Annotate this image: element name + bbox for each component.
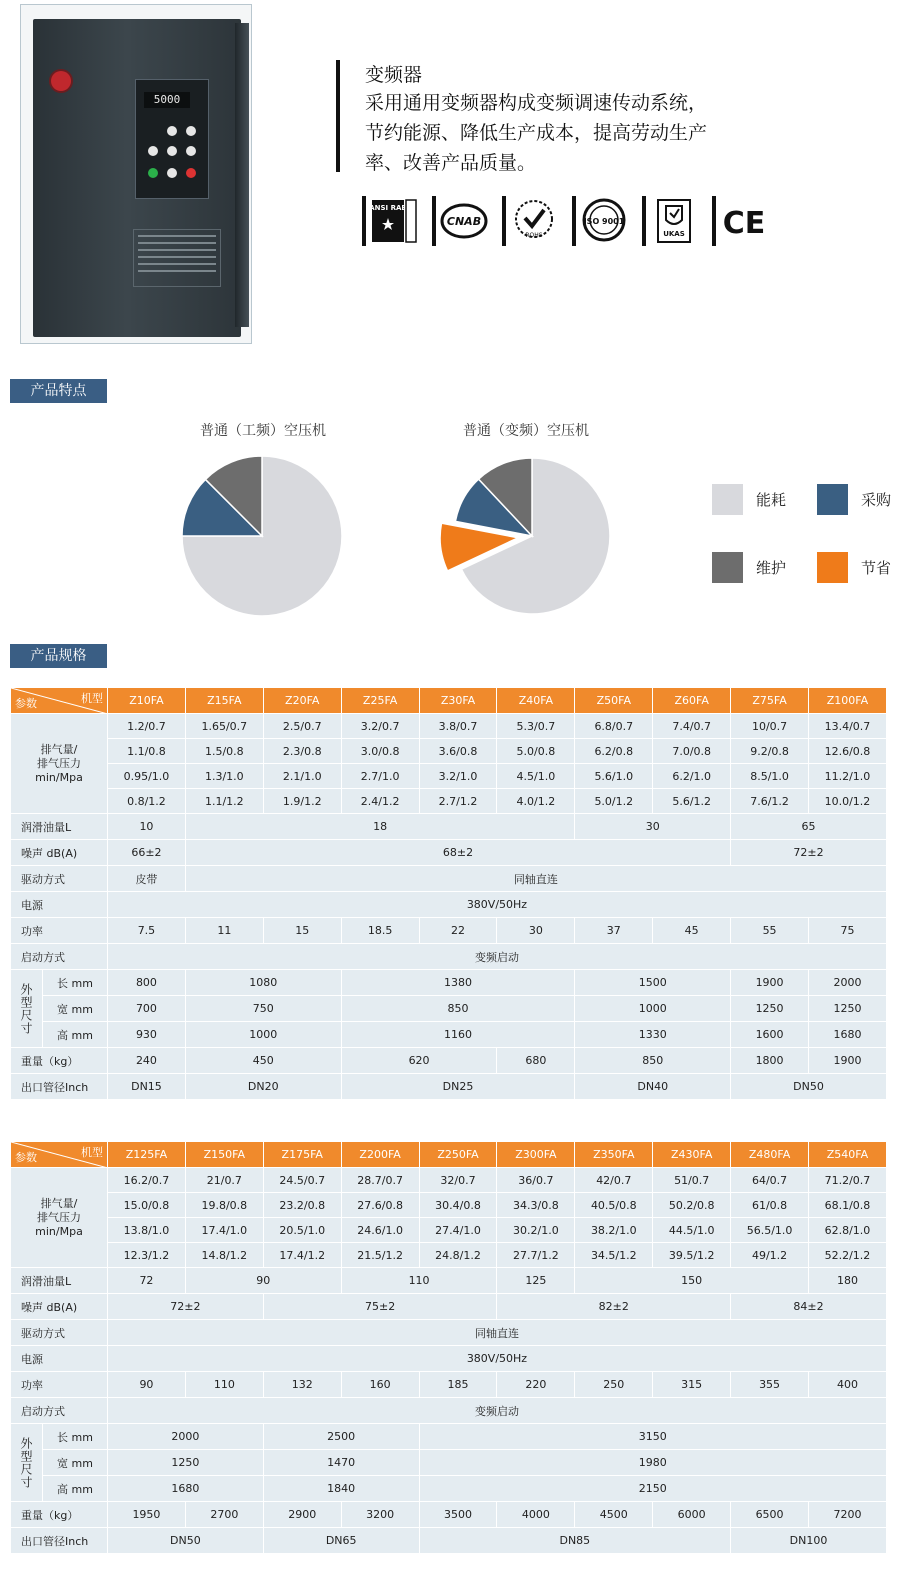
oil-cell: 72 — [108, 1268, 186, 1294]
flow-cell: 30.2/1.0 — [497, 1218, 575, 1243]
cert-ce-text: CE — [722, 206, 766, 241]
oil-cell: 65 — [731, 814, 887, 840]
pie1-title: 普通（工频）空压机 — [200, 423, 326, 439]
power-cell: 250 — [575, 1372, 653, 1398]
power-cell: 55 — [731, 918, 809, 944]
flow-cell: 1.1/0.8 — [108, 739, 186, 764]
noise-cell: 72±2 — [108, 1294, 264, 1320]
flow-cell: 3.0/0.8 — [341, 739, 419, 764]
model-header-cell: Z75FA — [731, 688, 809, 714]
weight-cell: 450 — [185, 1048, 341, 1074]
power-cell: 7.5 — [108, 918, 186, 944]
power-cell: 315 — [653, 1372, 731, 1398]
device-side — [235, 23, 249, 327]
ansi-rab-qms-icon — [362, 196, 422, 246]
flow-label-line3: min/Mpa — [35, 770, 83, 784]
legend-purchase-swatch — [817, 484, 848, 515]
power-cell: 75 — [809, 918, 887, 944]
width-cell: 1250 — [731, 996, 809, 1022]
flow-cell: 27.7/1.2 — [497, 1243, 575, 1268]
corner-model-label: 机型 — [81, 692, 103, 705]
spec-table-2 — [10, 1141, 887, 1554]
model-header-cell: Z480FA — [731, 1142, 809, 1168]
flow-cell: 42/0.7 — [575, 1168, 653, 1193]
flow-cell: 20.5/1.0 — [263, 1218, 341, 1243]
drive-cell: 同轴直连 — [108, 1320, 887, 1346]
legend-purchase-label: 采购 — [861, 491, 892, 509]
power-cell: 11 — [185, 918, 263, 944]
table-corner-cell — [11, 1142, 108, 1168]
model-header-cell: Z125FA — [108, 1142, 186, 1168]
height-cell: 1680 — [108, 1476, 264, 1502]
height-cell: 1160 — [341, 1022, 575, 1048]
noise-cell: 75±2 — [263, 1294, 497, 1320]
cert-iso-text: ISO 9001 — [583, 217, 625, 226]
oil-cell: 125 — [497, 1268, 575, 1294]
weight-cell: 6500 — [731, 1502, 809, 1528]
flow-cell: 1.3/1.0 — [185, 764, 263, 789]
height-cell: 1000 — [185, 1022, 341, 1048]
accent-bar — [336, 60, 340, 172]
flow-cell: 7.0/0.8 — [653, 739, 731, 764]
flow-cell: 68.1/0.8 — [809, 1193, 887, 1218]
outlet-cell: DN50 — [108, 1528, 264, 1554]
length-cell: 2000 — [809, 970, 887, 996]
up-key-icon — [167, 126, 177, 136]
model-header-cell: Z150FA — [185, 1142, 263, 1168]
flow-cell: 2.5/0.7 — [263, 714, 341, 739]
power-cell: 15 — [263, 918, 341, 944]
flow-cell: 1.1/1.2 — [185, 789, 263, 814]
legend-maintenance-swatch — [712, 552, 743, 583]
flow-cell: 2.1/1.0 — [263, 764, 341, 789]
model-header-cell: Z540FA — [809, 1142, 887, 1168]
flow-cell: 3.8/0.7 — [419, 714, 497, 739]
width-label: 宽 mm — [43, 1450, 108, 1476]
legend-maintenance — [712, 552, 786, 583]
brand-logo-icon — [51, 71, 71, 91]
outlet-cell: DN15 — [108, 1074, 186, 1100]
power-cell: 185 — [419, 1372, 497, 1398]
model-header-cell: Z40FA — [497, 688, 575, 714]
weight-cell: 2900 — [263, 1502, 341, 1528]
corner-param-label: 参数 — [15, 1151, 37, 1164]
enter-key-icon — [167, 168, 177, 178]
flow-cell: 1.5/0.8 — [185, 739, 263, 764]
inverter-device-image — [33, 19, 241, 337]
length-cell: 3150 — [419, 1424, 886, 1450]
flow-cell: 44.5/1.0 — [653, 1218, 731, 1243]
iso9001-icon — [572, 196, 632, 246]
corner-param-label: 参数 — [15, 697, 37, 710]
power-cell: 110 — [185, 1372, 263, 1398]
power-cell: 220 — [497, 1372, 575, 1398]
oil-label: 润滑油量L — [11, 1268, 108, 1294]
length-cell: 2000 — [108, 1424, 264, 1450]
flow-cell: 36/0.7 — [497, 1168, 575, 1193]
flow-cell: 10/0.7 — [731, 714, 809, 739]
height-cell: 930 — [108, 1022, 186, 1048]
weight-cell: 680 — [497, 1048, 575, 1074]
down-key-icon — [167, 146, 177, 156]
pie2-title: 普通（变频）空压机 — [463, 423, 589, 439]
power-cell: 132 — [263, 1372, 341, 1398]
pie-chart-inverter — [432, 446, 622, 626]
start-cell: 变频启动 — [108, 1398, 887, 1424]
power-cell: 400 — [809, 1372, 887, 1398]
length-cell: 1380 — [341, 970, 575, 996]
model-header-cell: Z10FA — [108, 688, 186, 714]
flow-label-line3: min/Mpa — [35, 1224, 83, 1238]
flow-cell: 4.5/1.0 — [497, 764, 575, 789]
ce-icon — [712, 196, 772, 246]
flow-cell: 17.4/1.0 — [185, 1218, 263, 1243]
outlet-cell: DN40 — [575, 1074, 731, 1100]
flow-cell: 21/0.7 — [185, 1168, 263, 1193]
power-cell: 30 — [497, 918, 575, 944]
outlet-label: 出口管径Inch — [11, 1074, 108, 1100]
flow-cell: 3.2/0.7 — [341, 714, 419, 739]
legend-energy — [712, 484, 786, 515]
width-cell: 1980 — [419, 1450, 886, 1476]
intro-title: 变频器 — [365, 64, 423, 86]
oil-cell: 18 — [185, 814, 574, 840]
flow-cell: 14.8/1.2 — [185, 1243, 263, 1268]
model-header-cell: Z300FA — [497, 1142, 575, 1168]
power-cell: 160 — [341, 1372, 419, 1398]
flow-cell: 6.2/0.8 — [575, 739, 653, 764]
weight-cell: 1800 — [731, 1048, 809, 1074]
legend-energy-swatch — [712, 484, 743, 515]
weight-label: 重量（kg） — [11, 1502, 108, 1528]
length-cell: 2500 — [263, 1424, 419, 1450]
model-header-cell: Z200FA — [341, 1142, 419, 1168]
width-cell: 1250 — [108, 1450, 264, 1476]
flow-cell: 2.7/1.2 — [419, 789, 497, 814]
model-header-cell: Z350FA — [575, 1142, 653, 1168]
func-key-icon — [186, 126, 196, 136]
flow-cell: 2.7/1.0 — [341, 764, 419, 789]
oil-cell: 180 — [809, 1268, 887, 1294]
drive-cell: 皮带 — [108, 866, 186, 892]
weight-cell: 1900 — [809, 1048, 887, 1074]
length-cell: 800 — [108, 970, 186, 996]
stop-key-icon — [186, 168, 196, 178]
flow-cell: 1.65/0.7 — [185, 714, 263, 739]
power-supply-cell: 380V/50Hz — [108, 1346, 887, 1372]
section-features-label: 产品特点 — [10, 379, 107, 403]
noise-label: 噪声 dB(A) — [11, 840, 108, 866]
weight-cell: 240 — [108, 1048, 186, 1074]
width-cell: 1470 — [263, 1450, 419, 1476]
power-cell: 18.5 — [341, 918, 419, 944]
flow-cell: 8.5/1.0 — [731, 764, 809, 789]
flow-cell: 19.8/0.8 — [185, 1193, 263, 1218]
drive-cell: 同轴直连 — [185, 866, 886, 892]
noise-cell: 68±2 — [185, 840, 730, 866]
length-cell: 1080 — [185, 970, 341, 996]
outlet-cell: DN25 — [341, 1074, 575, 1100]
flow-pressure-label — [11, 714, 108, 814]
flow-cell: 3.2/1.0 — [419, 764, 497, 789]
flow-cell: 6.2/1.0 — [653, 764, 731, 789]
section-specs-label: 产品规格 — [10, 644, 107, 668]
flow-pressure-label — [11, 1168, 108, 1268]
device-display: 5000 — [144, 92, 190, 108]
cert-cnab-text: CNAB — [446, 215, 482, 228]
length-cell: 1500 — [575, 970, 731, 996]
noise-cell: 84±2 — [731, 1294, 887, 1320]
flow-cell: 15.0/0.8 — [108, 1193, 186, 1218]
height-cell: 1840 — [263, 1476, 419, 1502]
run-key-icon — [148, 168, 158, 178]
height-label: 高 mm — [43, 1476, 108, 1502]
weight-cell: 620 — [341, 1048, 497, 1074]
noise-cell: 66±2 — [108, 840, 186, 866]
intro-description: 采用通用变频器构成变频调速传动系统，节约能源、降低生产成本，提高劳动生产率、改善产品质量。 — [365, 92, 708, 174]
outlet-cell: DN100 — [731, 1528, 887, 1554]
length-cell: 1900 — [731, 970, 809, 996]
model-header-cell: Z430FA — [653, 1142, 731, 1168]
flow-cell: 34.3/0.8 — [497, 1193, 575, 1218]
flow-cell: 61/0.8 — [731, 1193, 809, 1218]
flow-cell: 52.2/1.2 — [809, 1243, 887, 1268]
legend-saving-swatch — [817, 552, 848, 583]
height-cell: 1330 — [575, 1022, 731, 1048]
weight-cell: 1950 — [108, 1502, 186, 1528]
model-header-cell: Z20FA — [263, 688, 341, 714]
dimensions-label: 外型尺寸 — [11, 970, 43, 1048]
rohs-icon — [502, 196, 562, 246]
width-label: 宽 mm — [43, 996, 108, 1022]
flow-cell: 17.4/1.2 — [263, 1243, 341, 1268]
flow-cell: 2.4/1.2 — [341, 789, 419, 814]
flow-cell: 24.8/1.2 — [419, 1243, 497, 1268]
power-label: 功率 — [11, 918, 108, 944]
legend-saving — [817, 552, 891, 583]
flow-cell: 30.4/0.8 — [419, 1193, 497, 1218]
warning-label-icon — [133, 229, 221, 287]
flow-cell: 27.4/1.0 — [419, 1218, 497, 1243]
height-cell: 1680 — [809, 1022, 887, 1048]
flow-cell: 24.5/0.7 — [263, 1168, 341, 1193]
flow-cell: 3.6/0.8 — [419, 739, 497, 764]
model-header-cell: Z50FA — [575, 688, 653, 714]
outlet-cell: DN50 — [731, 1074, 887, 1100]
flow-cell: 28.7/0.7 — [341, 1168, 419, 1193]
flow-cell: 7.4/0.7 — [653, 714, 731, 739]
flow-cell: 7.6/1.2 — [731, 789, 809, 814]
flow-cell: 16.2/0.7 — [108, 1168, 186, 1193]
flow-cell: 0.8/1.2 — [108, 789, 186, 814]
flow-cell: 11.2/1.0 — [809, 764, 887, 789]
model-header-cell: Z100FA — [809, 688, 887, 714]
oil-cell: 150 — [575, 1268, 809, 1294]
oil-cell: 30 — [575, 814, 731, 840]
cert-ukas-text: UKAS — [663, 230, 685, 238]
flow-cell: 62.8/1.0 — [809, 1218, 887, 1243]
flow-cell: 64/0.7 — [731, 1168, 809, 1193]
width-cell: 1000 — [575, 996, 731, 1022]
outlet-label: 出口管径Inch — [11, 1528, 108, 1554]
drive-label: 驱动方式 — [11, 1320, 108, 1346]
flow-cell: 40.5/0.8 — [575, 1193, 653, 1218]
cert-rohs-text: ROHS — [525, 232, 543, 239]
flow-label-line1: 排气量/ — [40, 742, 78, 756]
height-cell: 1600 — [731, 1022, 809, 1048]
weight-label: 重量（kg） — [11, 1048, 108, 1074]
flow-cell: 23.2/0.8 — [263, 1193, 341, 1218]
power-cell: 37 — [575, 918, 653, 944]
power-cell: 45 — [653, 918, 731, 944]
model-header-cell: Z175FA — [263, 1142, 341, 1168]
flow-cell: 12.6/0.8 — [809, 739, 887, 764]
flow-cell: 56.5/1.0 — [731, 1218, 809, 1243]
flow-cell: 1.2/0.7 — [108, 714, 186, 739]
power-cell: 355 — [731, 1372, 809, 1398]
oil-cell: 90 — [185, 1268, 341, 1294]
flow-cell: 5.0/0.8 — [497, 739, 575, 764]
flow-cell: 13.4/0.7 — [809, 714, 887, 739]
flow-label-line2: 排气压力 — [37, 1210, 81, 1224]
weight-cell: 3500 — [419, 1502, 497, 1528]
certification-logos — [362, 196, 782, 246]
flow-cell: 5.6/1.0 — [575, 764, 653, 789]
width-cell: 1250 — [809, 996, 887, 1022]
ukas-icon — [642, 196, 702, 246]
flow-cell: 5.6/1.2 — [653, 789, 731, 814]
dimensions-label: 外型尺寸 — [11, 1424, 43, 1502]
flow-cell: 5.3/0.7 — [497, 714, 575, 739]
model-header-cell: Z250FA — [419, 1142, 497, 1168]
cnab-icon — [432, 196, 492, 246]
model-header-cell: Z30FA — [419, 688, 497, 714]
model-header-cell: Z15FA — [185, 688, 263, 714]
power-label: 功率 — [11, 1372, 108, 1398]
legend-saving-label: 节省 — [861, 559, 892, 577]
flow-cell: 4.0/1.2 — [497, 789, 575, 814]
outlet-cell: DN65 — [263, 1528, 419, 1554]
corner-model-label: 机型 — [81, 1146, 103, 1159]
height-label: 高 mm — [43, 1022, 108, 1048]
model-header-cell: Z60FA — [653, 688, 731, 714]
power-supply-label: 电源 — [11, 1346, 108, 1372]
weight-cell: 7200 — [809, 1502, 887, 1528]
flow-cell: 1.9/1.2 — [263, 789, 341, 814]
power-cell: 90 — [108, 1372, 186, 1398]
weight-cell: 2700 — [185, 1502, 263, 1528]
weight-cell: 4000 — [497, 1502, 575, 1528]
oil-cell: 10 — [108, 814, 186, 840]
weight-cell: 4500 — [575, 1502, 653, 1528]
legend-maintenance-label: 维护 — [756, 559, 787, 577]
right-key-icon — [186, 146, 196, 156]
pie-chart-grid-power — [172, 446, 352, 626]
length-label: 长 mm — [43, 970, 108, 996]
legend-purchase — [817, 484, 891, 515]
flow-label-line2: 排气压力 — [37, 756, 81, 770]
noise-label: 噪声 dB(A) — [11, 1294, 108, 1320]
flow-cell: 2.3/0.8 — [263, 739, 341, 764]
flow-cell: 38.2/1.0 — [575, 1218, 653, 1243]
outlet-cell: DN20 — [185, 1074, 341, 1100]
height-cell: 2150 — [419, 1476, 886, 1502]
flow-cell: 21.5/1.2 — [341, 1243, 419, 1268]
power-cell: 22 — [419, 918, 497, 944]
power-supply-cell: 380V/50Hz — [108, 892, 887, 918]
oil-cell: 110 — [341, 1268, 497, 1294]
width-cell: 750 — [185, 996, 341, 1022]
flow-cell: 13.8/1.0 — [108, 1218, 186, 1243]
start-label: 启动方式 — [11, 1398, 108, 1424]
flow-cell: 24.6/1.0 — [341, 1218, 419, 1243]
start-cell: 变频启动 — [108, 944, 887, 970]
flow-cell: 50.2/0.8 — [653, 1193, 731, 1218]
flow-cell: 0.95/1.0 — [108, 764, 186, 789]
outlet-cell: DN85 — [419, 1528, 731, 1554]
left-key-icon — [148, 146, 158, 156]
weight-cell: 3200 — [341, 1502, 419, 1528]
flow-cell: 9.2/0.8 — [731, 739, 809, 764]
flow-cell: 34.5/1.2 — [575, 1243, 653, 1268]
table-corner-cell — [11, 688, 108, 714]
noise-cell: 82±2 — [497, 1294, 731, 1320]
flow-cell: 27.6/0.8 — [341, 1193, 419, 1218]
length-label: 长 mm — [43, 1424, 108, 1450]
flow-cell: 32/0.7 — [419, 1168, 497, 1193]
weight-cell: 850 — [575, 1048, 731, 1074]
width-cell: 850 — [341, 996, 575, 1022]
flow-cell: 5.0/1.2 — [575, 789, 653, 814]
flow-cell: 10.0/1.2 — [809, 789, 887, 814]
power-supply-label: 电源 — [11, 892, 108, 918]
model-header-cell: Z25FA — [341, 688, 419, 714]
cert-ansi-text: ANSI RAB — [369, 204, 407, 212]
weight-cell: 6000 — [653, 1502, 731, 1528]
flow-cell: 12.3/1.2 — [108, 1243, 186, 1268]
oil-label: 润滑油量L — [11, 814, 108, 840]
product-photo — [20, 4, 252, 344]
start-label: 启动方式 — [11, 944, 108, 970]
noise-cell: 72±2 — [731, 840, 887, 866]
flow-cell: 6.8/0.7 — [575, 714, 653, 739]
width-cell: 700 — [108, 996, 186, 1022]
flow-cell: 51/0.7 — [653, 1168, 731, 1193]
flow-cell: 71.2/0.7 — [809, 1168, 887, 1193]
drive-label: 驱动方式 — [11, 866, 108, 892]
control-panel — [135, 79, 209, 199]
spec-table-1 — [10, 687, 887, 1100]
flow-cell: 49/1.2 — [731, 1243, 809, 1268]
flow-label-line1: 排气量/ — [40, 1196, 78, 1210]
flow-cell: 39.5/1.2 — [653, 1243, 731, 1268]
legend-energy-label: 能耗 — [756, 491, 787, 509]
